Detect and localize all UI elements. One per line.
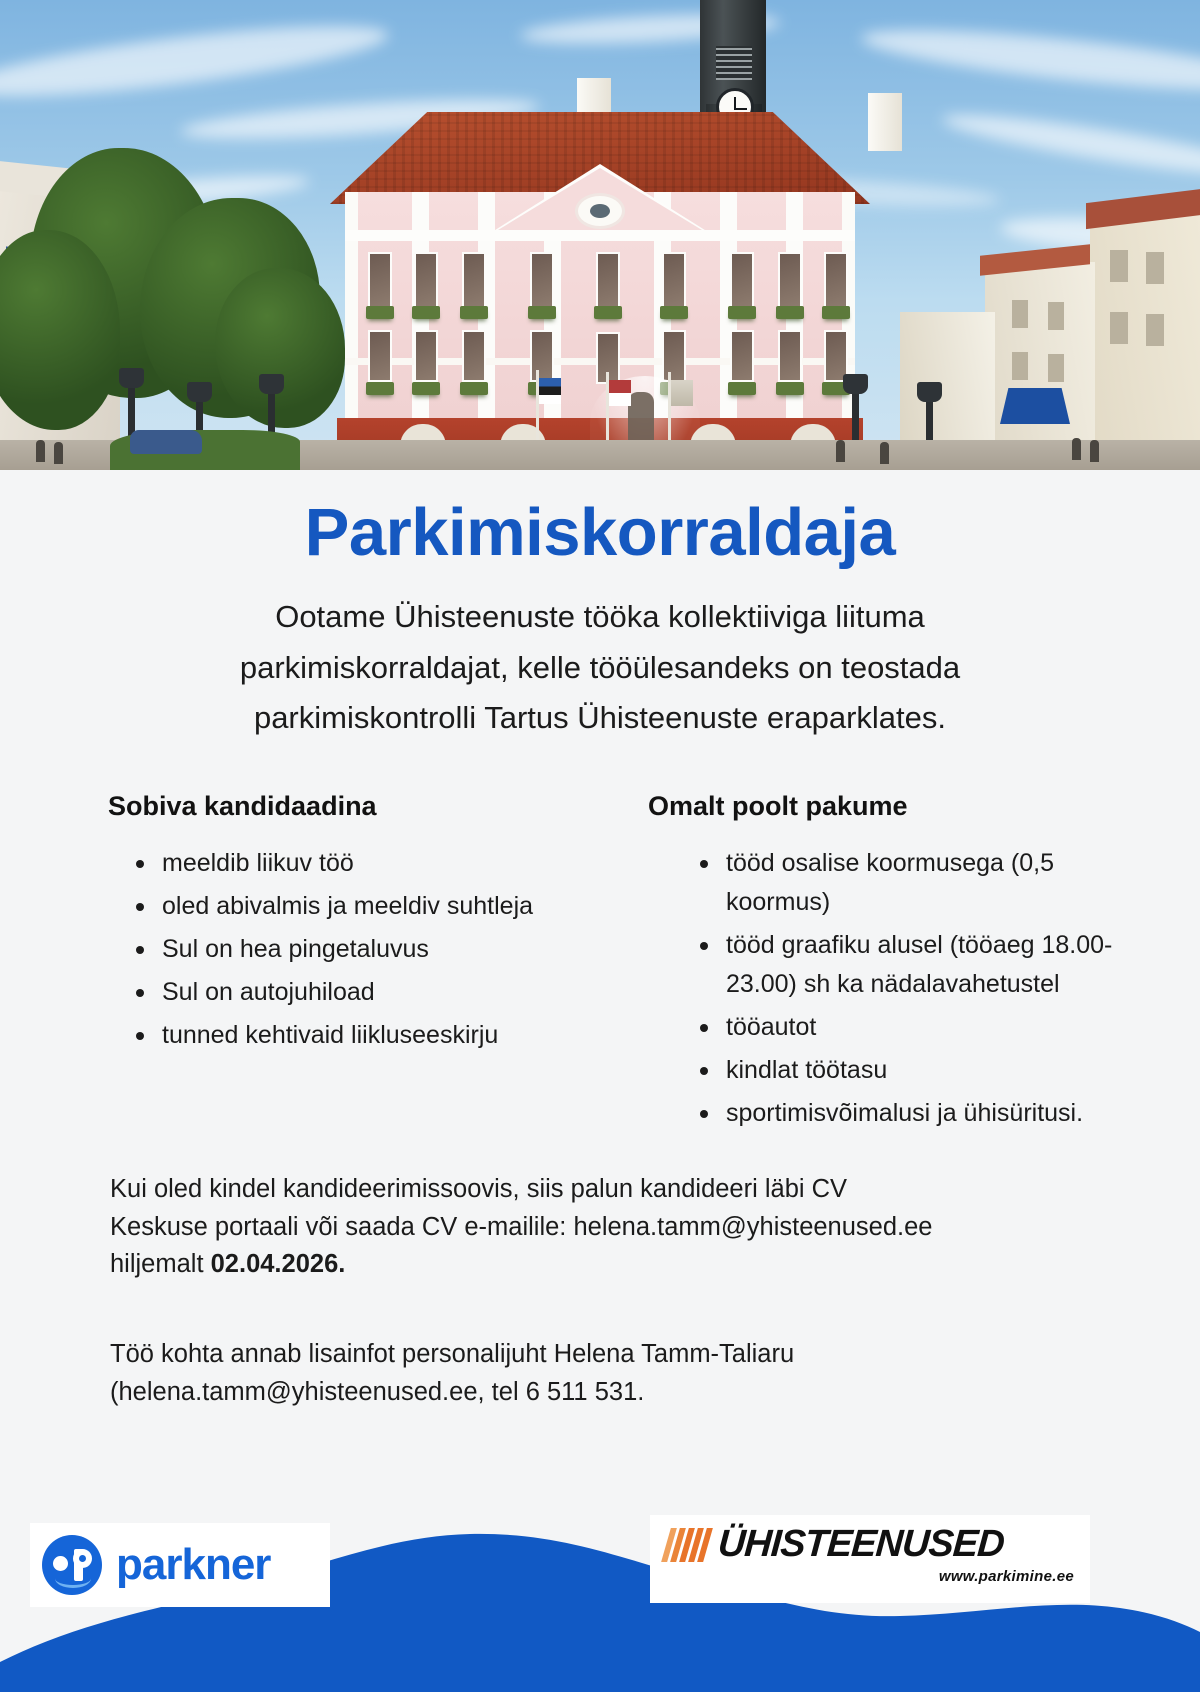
- window-flower-box: [594, 306, 622, 319]
- list-item: sportimisvõimalusi ja ühisüritusi.: [698, 1094, 1152, 1133]
- job-posting-body: [0, 470, 1200, 1412]
- window-flower-box: [660, 306, 688, 319]
- cloud-shape: [0, 12, 391, 110]
- candidate-requirements-list: [98, 844, 588, 1055]
- candidate-requirements-column: [98, 791, 588, 1137]
- facade-window: [596, 252, 620, 308]
- pedestrian: [36, 440, 45, 462]
- apply-line-2: Keskuse portaali või saada CV e-mailile: helena.tamm@yhisteenused.ee: [110, 1212, 933, 1241]
- pedestrian: [54, 442, 63, 464]
- employer-offer-list: [662, 844, 1152, 1133]
- facade-window: [530, 252, 554, 308]
- window-flower-box: [528, 306, 556, 319]
- hero-photo: [0, 0, 1200, 470]
- pedestrian: [1072, 438, 1081, 460]
- right-street-building: [1090, 212, 1200, 470]
- parkner-smile-icon: [55, 1569, 91, 1588]
- pedestrian: [1090, 440, 1099, 462]
- pedestrian: [836, 440, 845, 462]
- list-item: Sul on autojuhiload: [134, 973, 588, 1012]
- list-item: Sul on hea pingetaluvus: [134, 930, 588, 969]
- window-flower-box: [776, 382, 804, 395]
- application-instructions: [110, 1171, 1070, 1284]
- window-flower-box: [460, 306, 488, 319]
- facade-window: [778, 252, 802, 308]
- employer-offer-heading: Omalt poolt pakume: [648, 791, 908, 821]
- facade-window: [730, 252, 754, 308]
- window-flower-box: [460, 382, 488, 395]
- facade-window: [368, 252, 392, 308]
- facade-window: [662, 252, 686, 308]
- facade-window: [368, 330, 392, 382]
- window-flower-box: [366, 382, 394, 395]
- shop-awning: [1000, 388, 1070, 424]
- application-deadline: 02.04.2026.: [210, 1250, 346, 1279]
- apply-deadline-prefix: hiljemalt: [110, 1250, 211, 1279]
- list-item: oled abivalmis ja meeldiv suhtleja: [134, 887, 588, 926]
- window-flower-box: [822, 306, 850, 319]
- candidate-requirements-heading: Sobiva kandidaadina: [108, 791, 377, 821]
- building-window: [1146, 314, 1164, 346]
- kissing-students-statue: [628, 392, 654, 446]
- building-window: [1048, 354, 1064, 382]
- yhisteenused-website-url: www.parkimine.ee: [938, 1568, 1074, 1585]
- list-item: tööautot: [698, 1008, 1152, 1047]
- yhisteenused-logo-row: [666, 1523, 1080, 1566]
- list-item: meeldib liikuv töö: [134, 844, 588, 883]
- list-item: tööd osalise koormusega (0,5 koormus): [698, 844, 1152, 922]
- building-window: [1012, 300, 1028, 328]
- facade-window: [730, 330, 754, 382]
- apply-line-1: Kui oled kindel kandideerimissoovis, siis palun kandideeri läbi CV: [110, 1175, 848, 1203]
- facade-window: [414, 252, 438, 308]
- building-window: [1012, 352, 1028, 380]
- building-window: [1110, 312, 1128, 344]
- tower-louvre: [716, 46, 752, 80]
- parkner-mark-icon: [42, 1535, 102, 1595]
- employer-offer-column: [582, 791, 1152, 1137]
- window-flower-box: [366, 306, 394, 319]
- pedestrian: [880, 442, 889, 464]
- window-flower-box: [776, 306, 804, 319]
- facade-window: [414, 330, 438, 382]
- window-flower-box: [412, 382, 440, 395]
- city-flag: [671, 380, 693, 406]
- contact-line-2: (helena.tamm@yhisteenused.ee, tel 6 511 531.: [110, 1377, 645, 1406]
- window-flower-box: [728, 382, 756, 395]
- list-item: tunned kehtivaid liikluseeskirju: [134, 1016, 588, 1055]
- facade-window: [530, 330, 554, 382]
- requirements-offer-columns: [0, 791, 1200, 1137]
- facade-window: [662, 330, 686, 382]
- facade-cornice: [345, 230, 855, 241]
- contact-line-1: Töö kohta annab lisainfot personalijuht Helena Tamm-Taliaru: [110, 1340, 795, 1369]
- pediment-medallion: [578, 196, 622, 226]
- parked-car: [130, 430, 202, 454]
- contact-information: [110, 1336, 1070, 1411]
- intro-paragraph: Ootame Ühisteenuste tööka kollektiiviga liituma parkimiskorraldajat, kelle tööülesandeks on teostada parkimiskontrolli Tartus Ühisteenuste eraparklates.: [239, 599, 961, 735]
- cloud-shape: [940, 104, 1200, 185]
- building-window: [1110, 250, 1128, 282]
- facade-window: [824, 252, 848, 308]
- latvian-flag: [609, 380, 631, 406]
- parkner-p-bowl-icon: [73, 1549, 92, 1568]
- building-window: [1146, 252, 1164, 284]
- yhisteenused-logo[interactable]: [650, 1515, 1090, 1603]
- facade-window: [462, 252, 486, 308]
- window-flower-box: [412, 306, 440, 319]
- yhisteenused-wordmark: ÜHISTEENUSED: [716, 1523, 1006, 1565]
- parkner-logo[interactable]: [30, 1523, 330, 1607]
- job-title: Parkimiskorraldaja: [304, 495, 896, 570]
- chimney: [868, 93, 902, 151]
- window-flower-box: [728, 306, 756, 319]
- building-window: [1048, 302, 1064, 330]
- list-item: kindlat töötasu: [698, 1051, 1152, 1090]
- facade-window: [778, 330, 802, 382]
- cloud-shape: [859, 18, 1200, 102]
- facade-window: [462, 330, 486, 382]
- list-item: tööd graafiku alusel (tööaeg 18.00-23.00) sh ka nädalavahetustel: [698, 926, 1152, 1004]
- parkner-wordmark: parkner: [116, 1540, 271, 1589]
- estonian-flag: [539, 378, 561, 404]
- orange-slashes-icon: [661, 1528, 713, 1562]
